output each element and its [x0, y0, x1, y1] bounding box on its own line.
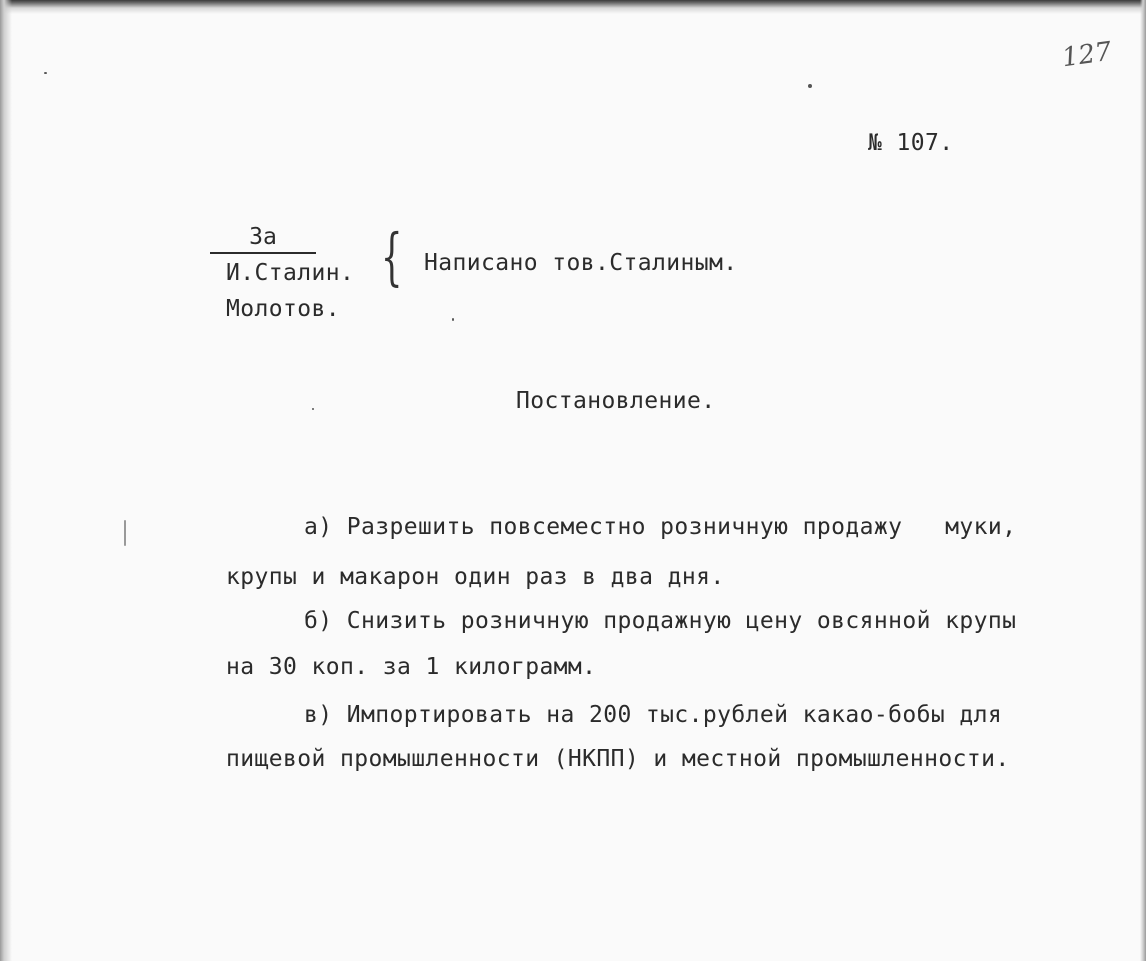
scan-top-edge — [0, 0, 1146, 14]
signer-molotov: Молотов. — [226, 296, 340, 322]
authorship-note: Написано тов.Сталиным. — [424, 250, 738, 276]
votes-header: За — [210, 222, 316, 254]
dust-speck — [312, 408, 314, 410]
scratch-mark — [124, 520, 126, 546]
paragraph-b-line-1: б) Снизить розничную продажную цену овсянной крупы — [304, 608, 1017, 634]
paragraph-c-line-2: пищевой промышленности (НКПП) и местной промышленности. — [226, 746, 1010, 772]
scan-left-edge — [0, 0, 12, 961]
paragraph-b-line-2: на 30 коп. за 1 килограмм. — [226, 654, 597, 680]
curly-brace: { — [380, 220, 403, 293]
dust-speck — [808, 84, 812, 88]
archive-page-number: 127 — [1060, 36, 1114, 74]
paragraph-c-line-1: в) Импортировать на 200 тыс.рублей какао-бобы для — [304, 702, 1003, 728]
dust-speck — [452, 318, 454, 321]
paragraph-a-line-1: а) Разрешить повсеместно розничную продажу муки, — [304, 514, 1017, 540]
document-number: № 107. — [868, 130, 954, 156]
signer-stalin: И.Сталин. — [226, 260, 355, 286]
scan-right-edge — [1140, 0, 1146, 961]
dust-speck — [44, 72, 47, 74]
paragraph-a-line-2: крупы и макарон один раз в два дня. — [226, 564, 725, 590]
resolution-title: Постановление. — [516, 388, 716, 414]
